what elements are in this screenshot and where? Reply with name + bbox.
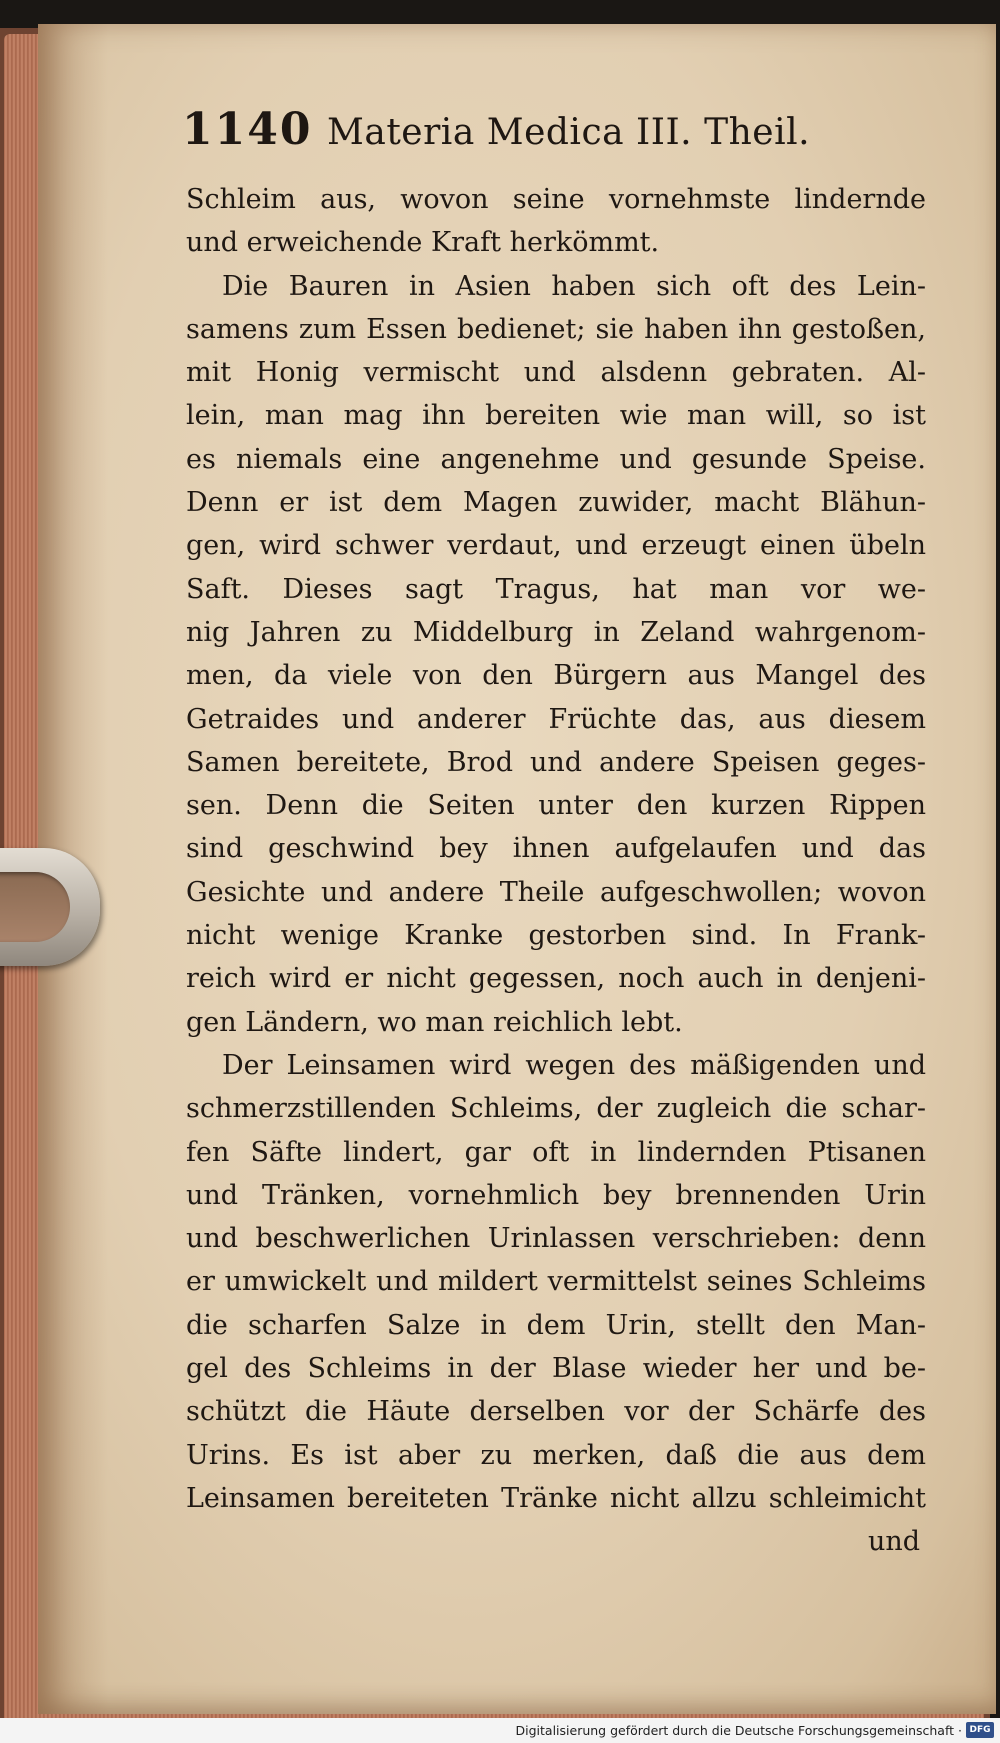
text-line: schützt die Häute derselben vor der Schärfe des <box>186 1396 926 1428</box>
digitization-footer <box>0 1718 1000 1743</box>
text-line: lein, man mag ihn bereiten wie man will, so ist <box>186 400 926 432</box>
text-line: Saft. Dieses sagt Tragus, hat man vor we- <box>186 573 926 605</box>
text-line: und beschwerlichen Urinlassen verschrieben: denn <box>186 1223 926 1255</box>
text-line: Der Leinsamen wird wegen des mäßigenden und <box>222 1049 926 1081</box>
footer-credit: Digitalisierung gefördert durch die Deutsche Forschungsgemeinschaft · <box>515 1723 962 1738</box>
text-line: mit Honig vermischt und alsdenn gebraten. Al- <box>186 357 926 389</box>
page-number: 1140 <box>182 104 313 155</box>
text-line: gel des Schleims in der Blase wieder her und be- <box>186 1353 926 1385</box>
text-line: fen Säfte lindert, gar oft in lindernden Ptisanen <box>186 1136 926 1168</box>
text-line: die scharfen Salze in dem Urin, stellt den Man- <box>186 1309 926 1341</box>
text-line: Gesichte und andere Theile aufgeschwollen; wovon <box>186 876 926 908</box>
running-title: Materia Medica III. Theil. <box>327 112 811 153</box>
running-header <box>182 104 942 164</box>
text-line: gen Ländern, wo man reichlich lebt. <box>186 1006 683 1038</box>
text-line: Die Bauren in Asien haben sich oft des Lein- <box>222 270 926 302</box>
text-line: und Tränken, vornehmlich bey brennenden Urin <box>186 1179 926 1211</box>
text-line: men, da viele von den Bürgern aus Mangel des <box>186 660 926 692</box>
text-line: es niemals eine angenehme und gesunde Speise. <box>186 443 926 475</box>
text-line: schmerzstillenden Schleims, der zugleich die schar- <box>186 1093 926 1125</box>
text-line: er umwickelt und mildert vermittelst seines Schleims <box>186 1266 926 1298</box>
text-line: nig Jahren zu Middelburg in Zeland wahrgenom- <box>186 616 926 648</box>
text-line: sind geschwind bey ihnen aufgelaufen und das <box>186 833 926 865</box>
dfg-logo: DFG <box>966 1722 994 1738</box>
text-line: Leinsamen bereiteten Tränke nicht allzu schleimicht <box>186 1482 926 1514</box>
text-line: Schleim aus, wovon seine vornehmste lindernde <box>186 184 926 215</box>
text-line: sen. Denn die Seiten unter den kurzen Rippen <box>186 790 926 822</box>
text-line: reich wird er nicht gegessen, noch auch in denjeni- <box>186 963 926 995</box>
text-line: und erweichende Kraft herkömmt. <box>186 227 660 259</box>
text-line: Getraides und anderer Früchte das, aus diesem <box>186 703 926 735</box>
text-line: samens zum Essen bedienet; sie haben ihn gestoßen, <box>186 313 926 345</box>
text-line: gen, wird schwer verdaut, und erzeugt einen übeln <box>186 530 926 562</box>
text-line: Denn er ist dem Magen zuwider, macht Blähun- <box>186 487 926 519</box>
catchword: und <box>867 1526 920 1558</box>
text-line: nicht wenige Kranke gestorben sind. In Frank- <box>186 920 926 952</box>
text-line: Urins. Es ist aber zu merken, daß die aus dem <box>186 1439 926 1471</box>
page-clip-gap <box>0 872 70 942</box>
body-text <box>186 178 926 1564</box>
text-line: Samen bereitete, Brod und andere Speisen geges- <box>186 746 926 778</box>
